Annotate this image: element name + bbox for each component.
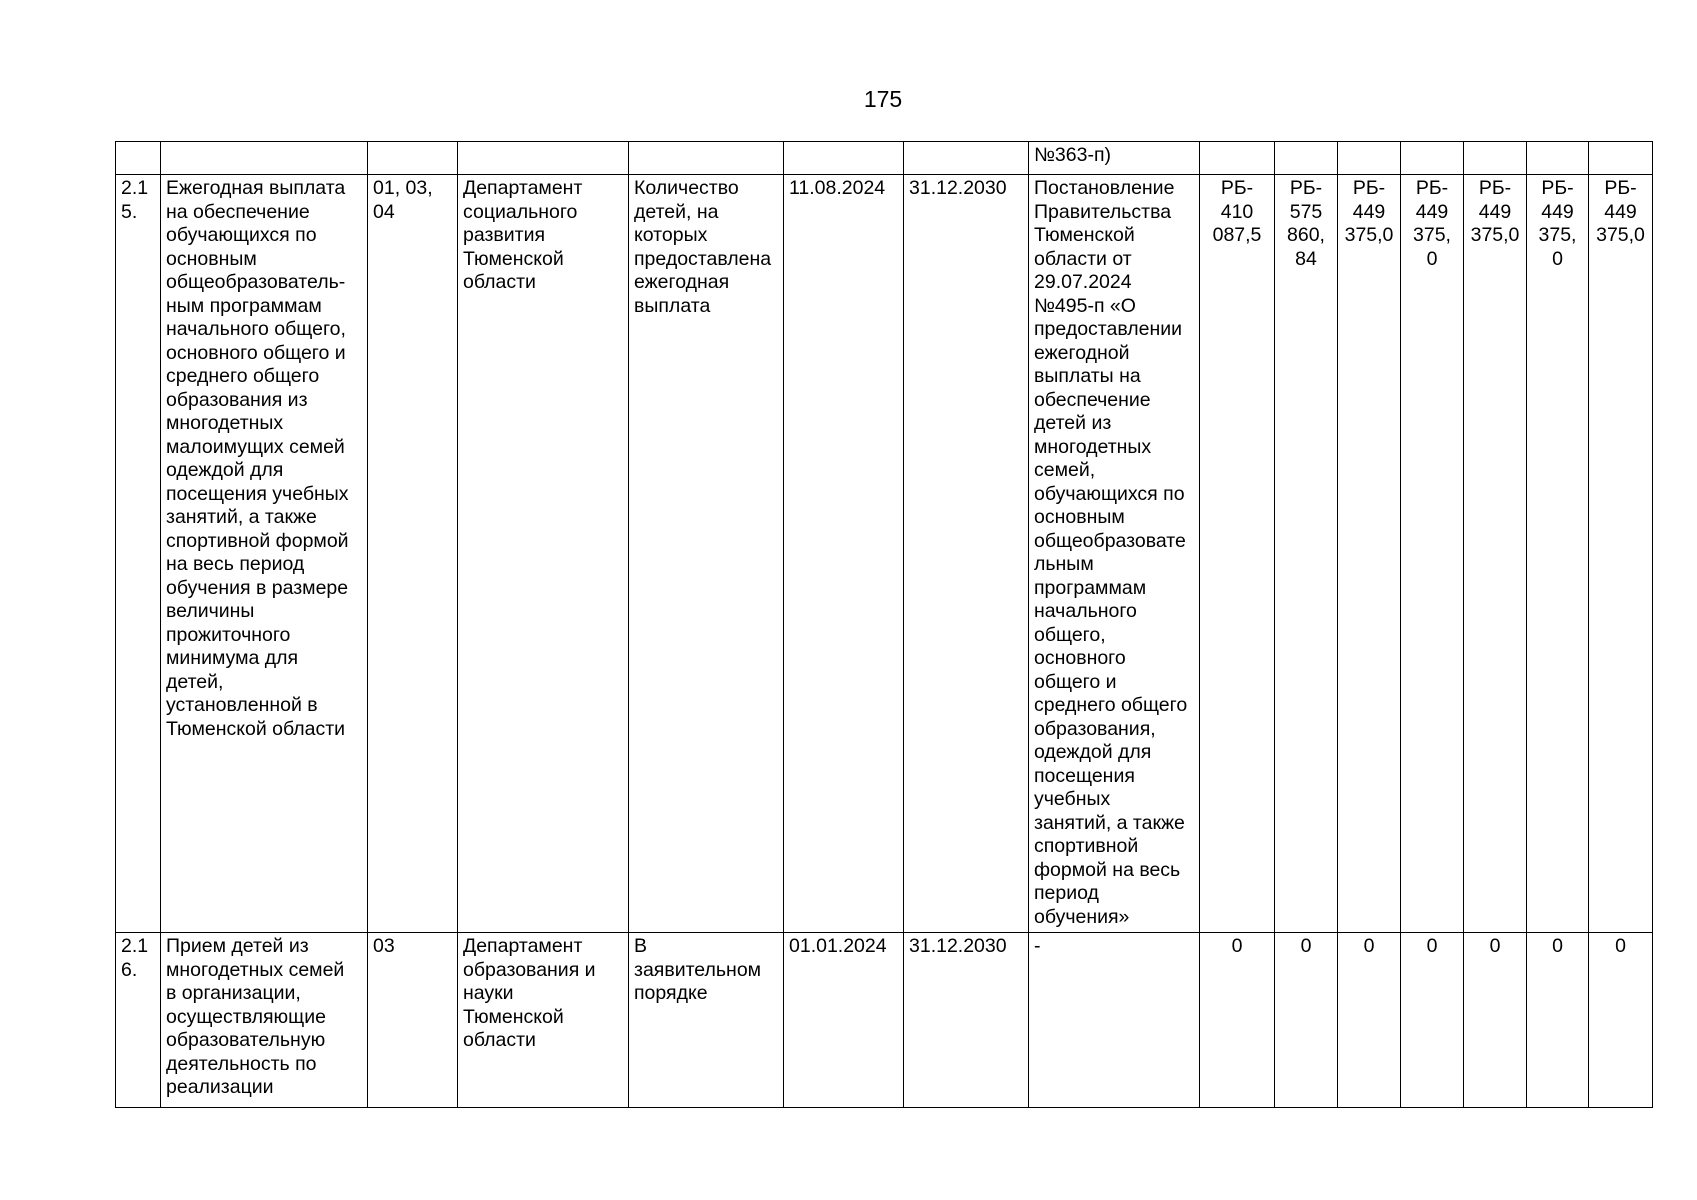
value-cell-4 [1401,142,1464,175]
cell-line: малоимущих семей [166,435,345,458]
start-date-cell [784,933,904,1108]
cell-line: образования, [1034,717,1156,740]
cell-line: Тюменской [1034,224,1135,246]
cell-line: 31.12.2030 [909,935,1007,957]
cell-line: №363-п) [1034,144,1112,166]
table-row [116,142,1653,175]
measure-name-cell [161,142,368,175]
value-cell-7 [1589,933,1653,1108]
value-cell-1 [1200,933,1275,1108]
cell-line: 0 [1231,935,1243,957]
cell-line: многодетных семей [166,958,345,981]
value-cell-7 [1589,142,1653,175]
cell-line: Правительства [1034,200,1172,223]
cell-line: 449 [1541,200,1574,223]
codes-cell [368,933,458,1108]
end-date-cell [904,933,1029,1108]
cell-line: среднего общего [166,365,320,387]
cell-line: ежегодной [1034,341,1130,364]
cell-line: спортивной [1034,835,1139,857]
value-cell-5 [1464,175,1527,933]
codes-cell [368,175,458,933]
value-cell-3 [1338,142,1401,175]
value-cell-1 [1200,175,1275,933]
cell-line: развития [463,224,546,246]
value-cell-2 [1275,142,1338,175]
cell-line: №495-п «О [1034,294,1136,317]
cell-line: многодетных [166,412,284,434]
cell-line: семей, [1034,459,1096,481]
cell-line: 410 [1220,200,1254,223]
basis-cell [1029,142,1200,175]
cell-line: величины [166,600,255,622]
cell-line: Ежегодная выплата [166,177,346,199]
cell-line: Количество [634,177,739,199]
cell-line: РБ- [1604,177,1637,199]
value-cell-5 [1464,933,1527,1108]
cell-line: 5. [121,200,138,223]
cell-line: 575 [1289,200,1323,223]
cell-line: обучающихся по [1034,482,1185,505]
cell-line: начального общего, [166,318,346,340]
cell-line: на весь период [166,553,305,575]
cell-line: 0 [1300,935,1312,957]
cell-line: Тюменской [463,247,564,270]
cell-line: минимума для [166,647,299,669]
cell-line: ным программам [166,294,322,317]
cell-line: посещения учебных [166,482,349,505]
measures-table [115,141,1653,1108]
end-date-cell [904,175,1029,933]
indicator-cell [629,142,784,175]
cell-line: Тюменской области [166,717,346,740]
row-number-cell [116,142,161,175]
cell-line: области [463,271,536,293]
value-cell-4 [1401,175,1464,933]
cell-line: 449 [1604,200,1637,223]
cell-line: 449 [1478,200,1512,223]
cell-line: образовательную [166,1029,326,1051]
value-cell-3 [1338,933,1401,1108]
indicator-cell [629,175,784,933]
cell-line: 0 [1426,935,1438,957]
cell-line: период [1034,882,1099,904]
start-date-cell [784,175,904,933]
cell-line: 6. [121,958,138,981]
value-cell-4 [1401,933,1464,1108]
cell-line: РБ- [1415,177,1449,199]
value-cell-6 [1527,933,1589,1108]
row-number-cell [116,175,161,933]
codes-cell [368,142,458,175]
value-cell-7 [1589,175,1653,933]
cell-line: ежегодная [634,271,730,293]
cell-line: 375,0 [1470,224,1520,246]
cell-line: 01, 03, [373,177,433,199]
cell-line: установленной в [166,694,318,716]
cell-line: общего и [1034,670,1117,693]
indicator-cell [629,933,784,1108]
cell-line: Постановление [1034,177,1175,199]
cell-line: 2.1 [121,935,149,957]
cell-line: детей, [166,670,224,693]
cell-line: общего, [1034,623,1106,646]
cell-line: общеобразовате [1034,529,1186,552]
cell-line: Тюменской [463,1005,564,1028]
cell-line: Департамент [463,177,583,199]
cell-line: 0 [1363,935,1375,957]
cell-line: посещения [1034,764,1135,787]
cell-line: РБ- [1478,177,1512,199]
cell-line: области [463,1029,536,1051]
start-date-cell [784,142,904,175]
value-cell-5 [1464,142,1527,175]
cell-line: реализации [166,1076,274,1098]
cell-line: обучения» [1034,905,1130,928]
table-row [116,175,1653,933]
cell-line: предоставлена [634,247,772,270]
cell-line: В [634,935,648,957]
cell-line: выплаты на [1034,365,1141,387]
cell-line: 0 [1426,247,1438,270]
cell-line: учебных [1034,788,1111,810]
cell-line: формой на весь [1034,858,1181,881]
cell-line: области от [1034,247,1132,270]
cell-line: заявительном [634,958,762,981]
cell-line: прожиточного [166,623,291,646]
cell-line: обеспечение [1034,388,1151,411]
cell-line: образования из [166,388,308,411]
cell-line: одеждой для [1034,741,1152,763]
cell-line: социального [463,200,578,223]
cell-line: 04 [373,200,395,223]
cell-line: РБ- [1541,177,1574,199]
cell-line: 375,0 [1596,224,1645,246]
cell-line: обучающихся по [166,224,317,246]
cell-line: среднего общего [1034,694,1188,716]
cell-line: образования и [463,958,596,981]
value-cell-3 [1338,175,1401,933]
cell-line: общеобразователь- [166,271,346,293]
cell-line: 0 [1489,935,1501,957]
cell-line: 84 [1295,247,1317,270]
table-row [116,933,1653,1108]
cell-line: науки [463,982,514,1004]
executor-cell [458,142,629,175]
cell-line: которых [634,224,708,246]
cell-line: порядке [634,982,708,1004]
cell-line: детей из [1034,412,1112,434]
cell-line: РБ- [1289,177,1323,199]
cell-line: выплата [634,294,711,317]
measure-name-cell [161,933,368,1108]
cell-line: основным [166,247,257,270]
cell-line: 0 [1552,935,1563,957]
cell-line: 31.12.2030 [909,177,1007,199]
cell-line: 11.08.2024 [789,177,886,199]
cell-line: 375, [1538,224,1577,246]
cell-line: в организации, [166,982,301,1004]
cell-line: Департамент [463,935,583,957]
cell-line: - [1034,935,1041,957]
cell-line: основным [1034,506,1125,528]
value-cell-1 [1200,142,1275,175]
cell-line: на обеспечение [166,200,310,223]
cell-line: основного [1034,647,1126,669]
cell-line: 449 [1415,200,1449,223]
cell-line: спортивной формой [166,529,349,552]
cell-line: одеждой для [166,459,284,481]
cell-line: РБ- [1220,177,1254,199]
cell-line: 03 [373,935,395,957]
cell-line: 2.1 [121,177,149,199]
measure-name-cell [161,175,368,933]
cell-line: занятий, а также [1034,811,1185,834]
cell-line: 375, [1413,224,1451,246]
cell-line: 0 [1552,247,1563,270]
cell-line: детей, на [634,200,719,223]
basis-cell [1029,175,1200,933]
cell-line: обучения в размере [166,576,349,599]
value-cell-6 [1527,175,1589,933]
cell-line: начального [1034,600,1137,622]
basis-cell [1029,933,1200,1108]
cell-line: 375,0 [1344,224,1394,246]
end-date-cell [904,142,1029,175]
page-number: 175 [863,86,903,112]
value-cell-2 [1275,175,1338,933]
cell-line: занятий, а также [166,506,317,528]
cell-line: 449 [1352,200,1386,223]
cell-line: многодетных [1034,435,1152,458]
value-cell-2 [1275,933,1338,1108]
cell-line: 01.01.2024 [789,935,887,957]
cell-line: РБ- [1352,177,1386,199]
executor-cell [458,175,629,933]
cell-line: 29.07.2024 [1034,271,1132,293]
cell-line: 0 [1615,935,1626,957]
cell-line: предоставлении [1034,318,1183,340]
row-number-cell [116,933,161,1108]
cell-line: осуществляющие [166,1005,326,1028]
cell-line: деятельность по [166,1052,317,1075]
cell-line: Прием детей из [166,935,309,957]
cell-line: льным [1034,553,1094,575]
value-cell-6 [1527,142,1589,175]
cell-line: 860, [1287,224,1325,246]
executor-cell [458,933,629,1108]
cell-line: основного общего и [166,341,346,364]
cell-line: 087,5 [1212,224,1262,246]
cell-line: программам [1034,576,1147,599]
